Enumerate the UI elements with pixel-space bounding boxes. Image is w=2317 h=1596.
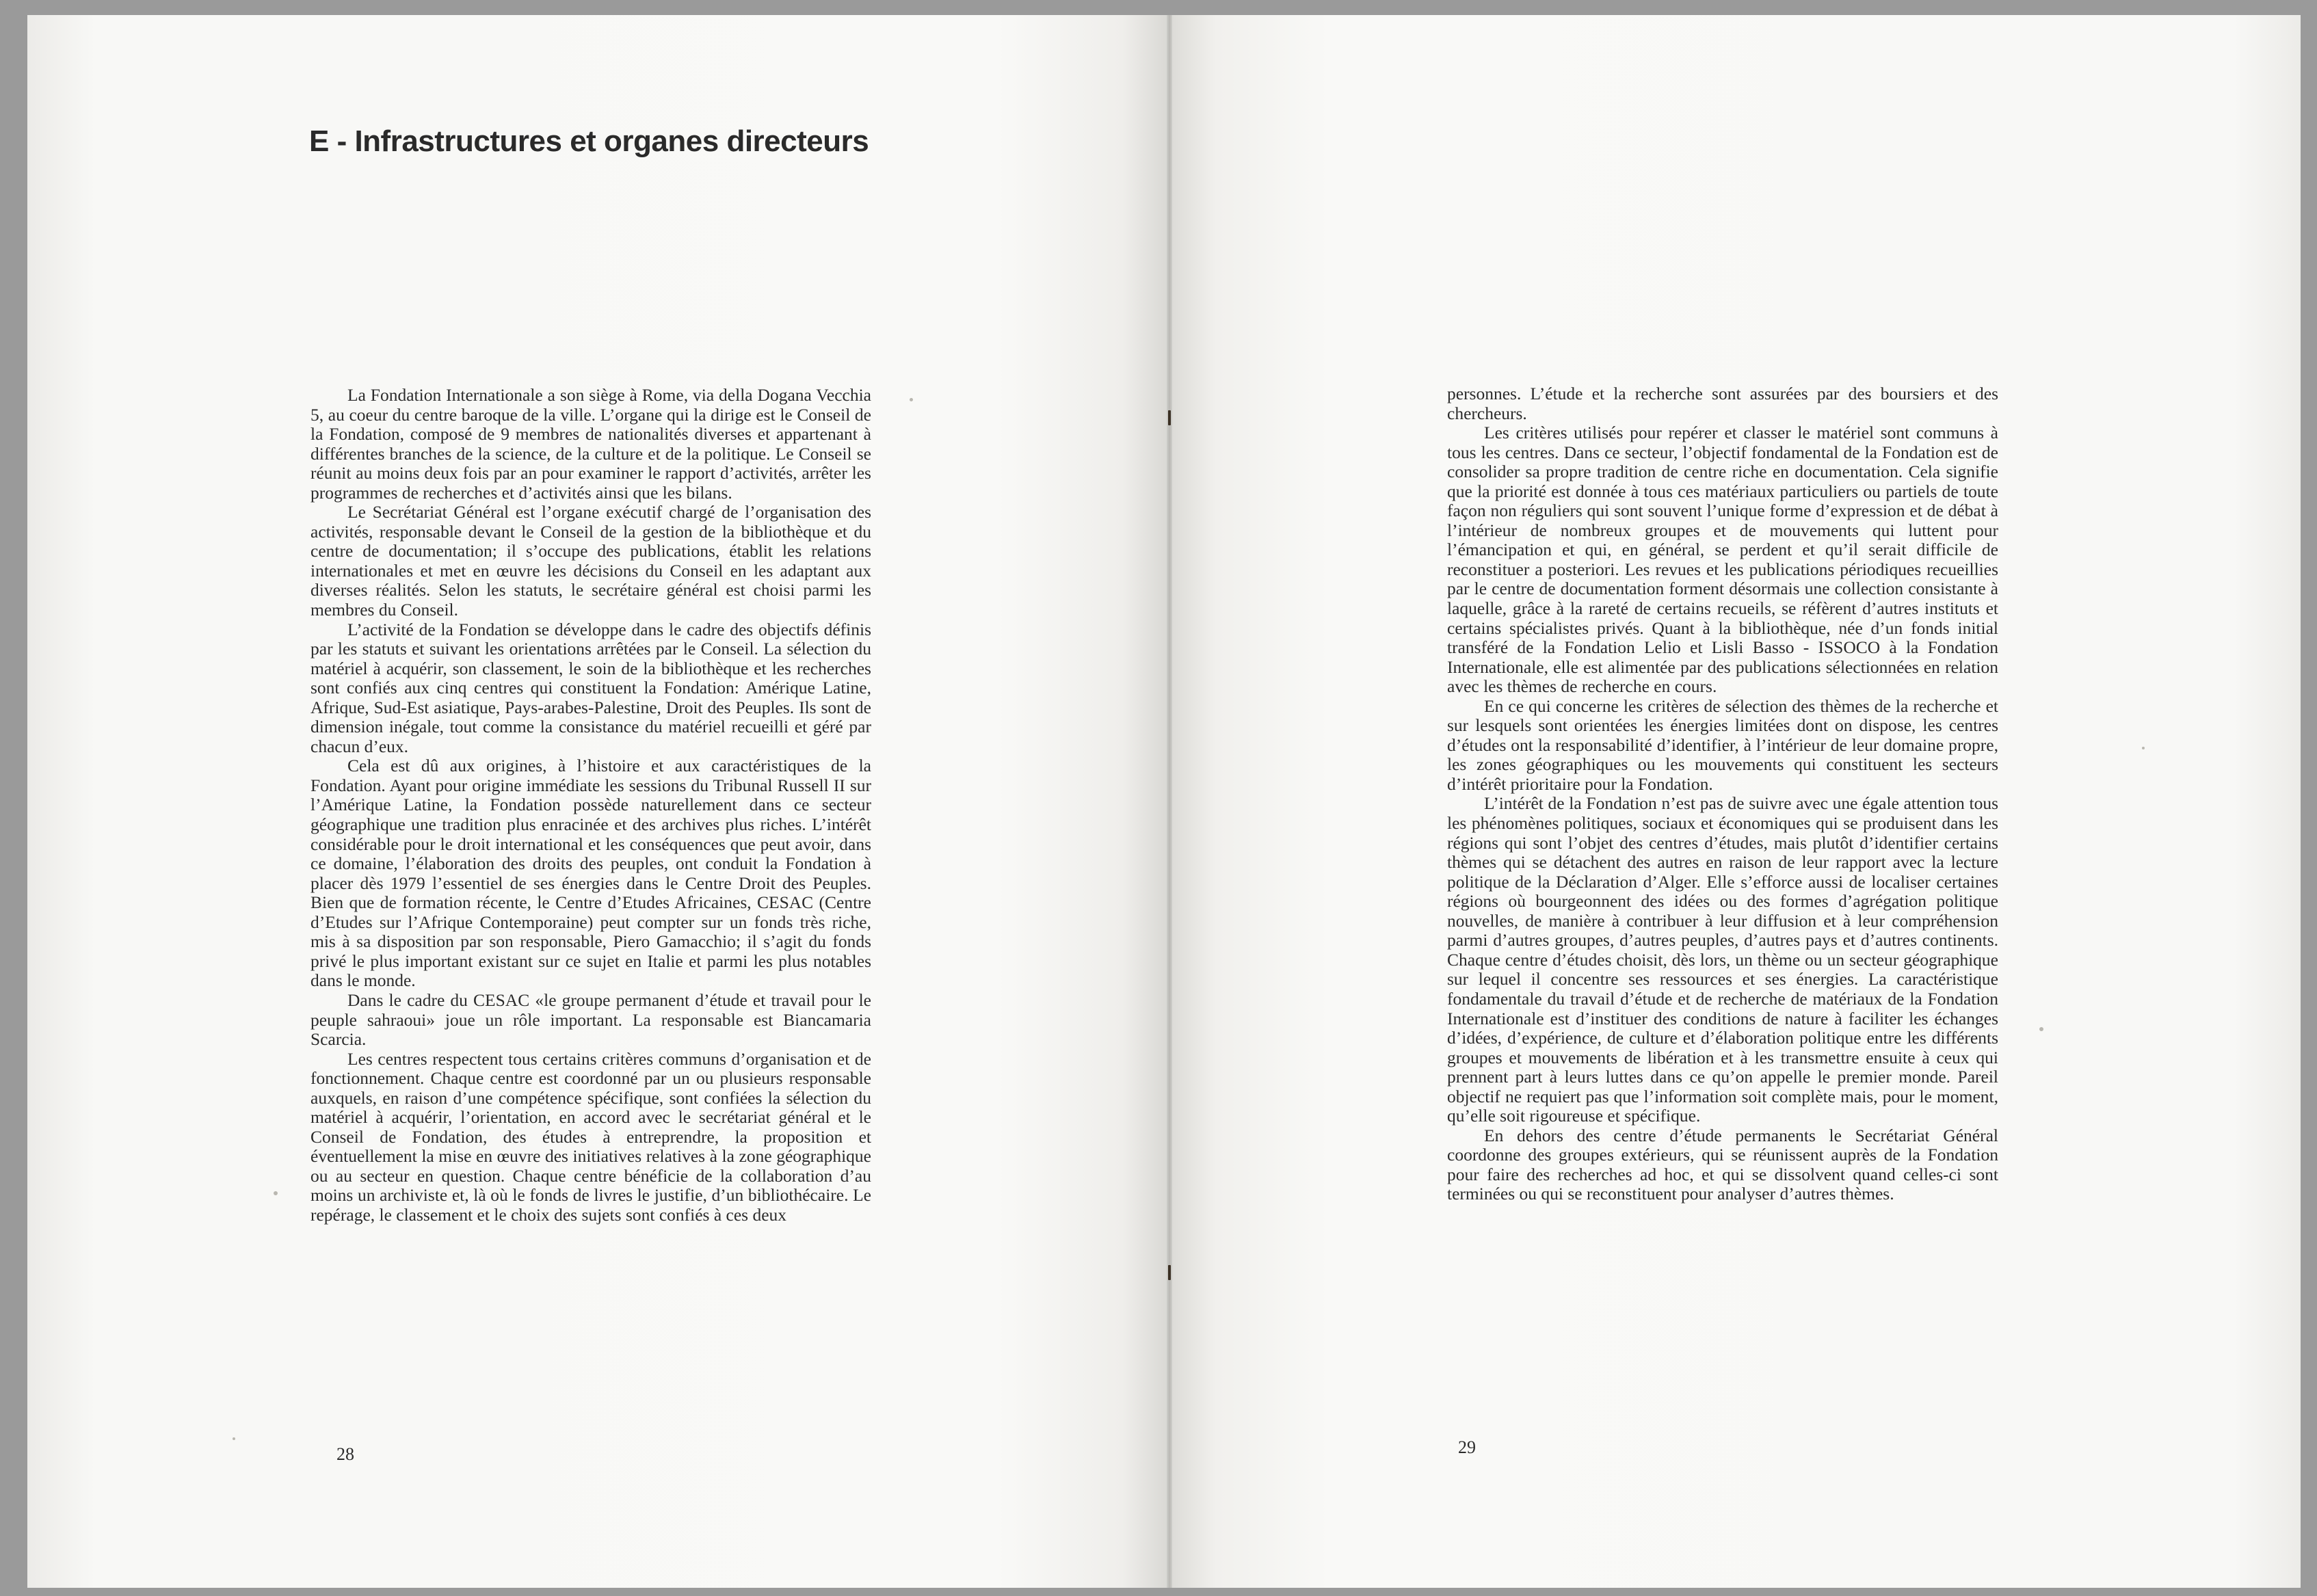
paragraph-continued: personnes. L’étude et la recherche sont assurées par des boursiers et des chercheurs.	[1447, 384, 1998, 423]
paragraph: La Fondation Internationale a son siège à Rome, via della Dogana Vecchia 5, au coeur du centre baroque de la ville. L’organe qui la dirige est le Conseil de la Fondation, composé de 9 membres de nationalités diverses et appartenant à différentes branches de la science, de la culture et de la politique. Le Conseil se réunit au moins deux fois par an pour examiner le rapport d’activités, arrêter les programmes de recherches et d’activités ainsi que les bilans.	[310, 385, 871, 503]
paragraph: Les centres respectent tous certains critères communs d’organisation et de fonctionnement. Chaque centre est coordonné par un ou plusieurs responsable auxquels, en raison d’une compétence spécifique, sont confiées la sélection du matériel à acquérir, l’orientation, en accord avec le secrétariat général et le Conseil de Fondation, des études à entreprendre, la proposition et éventuellement la mise en œuvre des initiatives relatives à la zone géographique ou au secteur en question. Chaque centre bénéficie de la collaboration d’au moins un archiviste et, là où le fonds de livres le justifie, d’un bibliothécaire. Le repérage, le classement et le choix des sujets sont confiés à ces deux	[310, 1048, 871, 1225]
page-number: 28	[336, 1444, 354, 1464]
paragraph: Les critères utilisés pour repérer et classer le matériel sont communs à tous les centres. Dans ce secteur, l’objectif fondamental de la Fondation est de consolider sa propre tradition de centre riche en documentation. Cela signifie que la priorité est donnée à tous ces matériaux particuliers ou partiels de toute façon non réguliers qui sont souvent l’unique forme d’expression et de débat à l’intérieur de nombreux groupes et de mouvements qui luttent pour l’émancipation et qui, en général, se perdent et qu’il serait difficile de reconstituer a posteriori. Les revues et les publications périodiques recueillies par le centre de documentation forment désormais une collection consistante à laquelle, grâce à la rareté de certains recueils, se réfèrent d’autres instituts et certains spécialistes privés. Quant à la bibliothèque, née d’un fonds initial transféré de la Fondation Lelio et Lisli Basso - ISSOCO à la Fondation Internationale, elle est alimentée par des publications sélectionnées en relation avec les thèmes de recherche en cours.	[1447, 423, 1998, 697]
paragraph: Cela est dû aux origines, à l’histoire et aux caractéristiques de la Fondation. Ayant pour origine immédiate les sessions du Tribunal Russell II sur l’Amérique Latine, la Fondation possède naturellement dans ce secteur géographique une tradition plus enracinée et des archives plus riches. L’intérêt considérable pour le droit international et les conséquences que peut avoir, dans ce domaine, l’élaboration des droits des peuples, ont conduit la Fondation à placer dès 1979 l’essentiel de ses énergies dans le Centre Droit des Peuples. Bien que de formation récente, le Centre d’Etudes Africaines, CESAC (Centre d’Etudes sur l’Afrique Contemporaine) peut compter sur un fonds très riche, mis à sa disposition par son responsable, Piero Gamacchio; il s’agit du fonds privé le plus important existant sur ce sujet en Italie et parmi les plus notables dans le monde.	[310, 756, 871, 991]
book-gutter	[1167, 15, 1172, 1588]
staple	[1168, 410, 1171, 425]
paper-speck	[233, 1437, 235, 1440]
paragraph: En dehors des centre d’étude permanents le Secrétariat Général coordonne des groupes extérieurs, qui se réunissent auprès de la Fondation pour faire des recherches ad hoc, et qui se dissolvent quand celles-ci sont terminées ou qui se reconstituent pour analyser d’autres thèmes.	[1447, 1125, 1998, 1204]
staple	[1168, 1265, 1171, 1280]
paper-speck	[274, 1191, 278, 1195]
paragraph: L’intérêt de la Fondation n’est pas de suivre avec une égale attention tous les phénomènes politiques, sociaux et économiques qui se produisent dans les régions qui sont l’objet des centres d’études, mais plutôt d’identifier certains thèmes qui se détachent des autres en raison de leur rapport avec la lecture politique de la Déclaration d’Alger. Elle s’efforce aussi de localiser certaines régions où bourgeonnent des idées ou des formes d’agrégation politique nouvelles, de manière à contribuer à leur diffusion et à leur compréhension parmi d’autres groupes, d’autres peuples, d’autres pays et d’autres continents. Chaque centre d’études choisit, dès lors, un thème ou un secteur géographique sur lequel il concentre ses ressources et ses énergies. La caractéristique fondamentale du travail d’étude et de recherche de matériaux de la Fondation Internationale est d’instituer des conditions de nature à faciliter les échanges d’idées, d’expérience, de culture et d’élaboration politique entre les différents groupes et mouvements de libération et à les transmettre ensuite à ceux qui prennent part à leurs luttes dans ce qu’on appelle le premier monde. Pareil objectif ne requiert pas que l’information soit complète mais, pour le moment, qu’elle soit rigoureuse et spécifique.	[1447, 793, 1998, 1126]
paper-speck	[910, 398, 913, 401]
paragraph: En ce qui concerne les critères de sélection des thèmes de la recherche et sur lesquels sont orientées les énergies limitées dont on dispose, les centres d’études ont la responsabilité d’identifier, à l’intérieur de leur domaine propre, les zones géographiques ou les mouvements qui constituent les secteurs d’intérêt prioritaire pour la Fondation.	[1447, 695, 1998, 794]
right-page-body	[1447, 384, 1998, 1204]
paper-speck	[2142, 747, 2145, 749]
left-page-body	[310, 386, 871, 1225]
page-number: 29	[1458, 1437, 1476, 1457]
paragraph: L’activité de la Fondation se développe dans le cadre des objectifs définis par les statuts et suivant les orientations arrêtées par le Conseil. La sélection du matériel à acquérir, son classement, le soin de la bibliothèque et les recherches sont confiés aux cinq centres qui constituent la Fondation: Amérique Latine, Afrique, Sud-Est asiatique, Pays-arabes-Palestine, Droit des Peuples. Ils sont de dimension inégale, tout comme la consistance du matériel recueilli et géré par chacun d’eux.	[310, 619, 871, 756]
paragraph: Le Secrétariat Général est l’organe exécutif chargé de l’organisation des activités, responsable devant le Conseil de la gestion de la bibliothèque et du centre de documentation; il s’occupe des publications, établit les relations internationales et met en œuvre les décisions du Conseil en les adaptant aux diverses réalités. Selon les statuts, le secrétaire général est choisi parmi les membres du Conseil.	[310, 502, 871, 620]
paragraph: Dans le cadre du CESAC «le groupe permanent d’étude et travail pour le peuple sahraoui» joue un rôle important. La responsable est Biancamaria Scarcia.	[310, 989, 871, 1050]
paper-speck	[2039, 1027, 2043, 1031]
section-heading: E - Infrastructures et organes directeurs	[309, 124, 869, 158]
